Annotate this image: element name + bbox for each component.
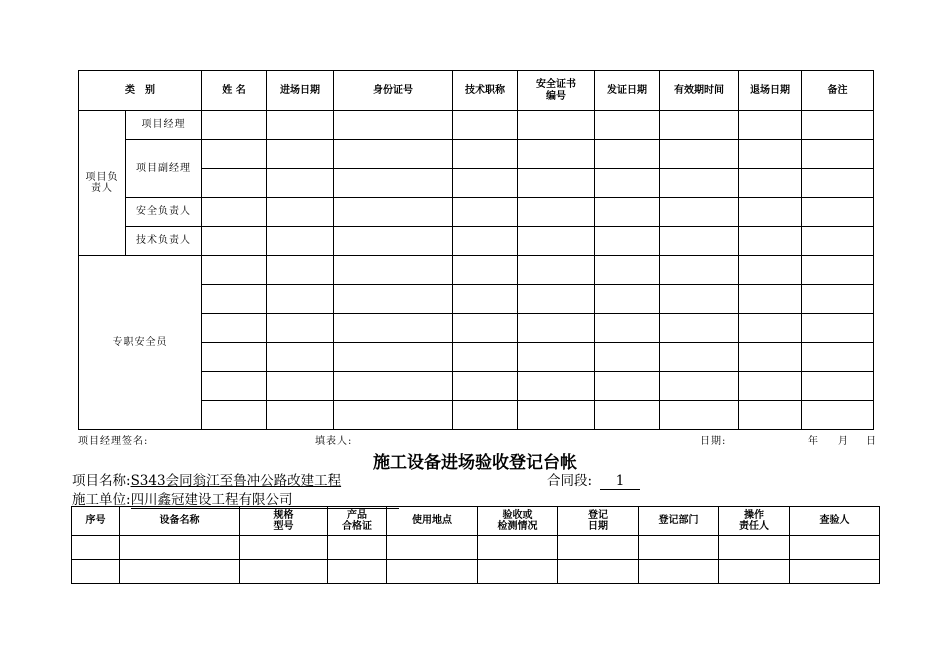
cell: [453, 343, 518, 372]
cell: [802, 140, 874, 169]
cell: [202, 372, 267, 401]
col-header-entry-date: 进场日期: [267, 71, 334, 111]
cell: [595, 314, 660, 343]
table-row: [79, 140, 874, 169]
cell: [453, 169, 518, 198]
cell: [267, 198, 334, 227]
table-row: [72, 560, 880, 584]
personnel-register-table: [78, 70, 874, 430]
table-row: [79, 198, 874, 227]
cell: [334, 372, 453, 401]
cell: [802, 198, 874, 227]
cell: [660, 285, 739, 314]
cell: [334, 198, 453, 227]
cell: [790, 536, 880, 560]
cell: [453, 256, 518, 285]
group-label-project-leaders: 项目负 责人: [79, 111, 126, 256]
cell: [267, 372, 334, 401]
project-name-value: S343会同翁江至鲁冲公路改建工程: [130, 473, 342, 489]
cell: [72, 560, 120, 584]
cell: [202, 285, 267, 314]
cell: [802, 401, 874, 430]
table-row: [79, 227, 874, 256]
cell: [518, 111, 595, 140]
cell: [739, 140, 802, 169]
cell: [739, 256, 802, 285]
col-header-department: 登记部门: [639, 507, 719, 536]
cell: [453, 372, 518, 401]
cell: [595, 169, 660, 198]
cell: [660, 314, 739, 343]
table-row: [72, 536, 880, 560]
cell: [660, 140, 739, 169]
role-technical-lead: 技术负责人: [126, 227, 202, 256]
cell: [267, 256, 334, 285]
cell: [660, 343, 739, 372]
cell: [202, 256, 267, 285]
header-row: [72, 507, 880, 536]
cell: [518, 227, 595, 256]
cell: [202, 169, 267, 198]
cell: [518, 198, 595, 227]
cell: [660, 256, 739, 285]
cell: [267, 227, 334, 256]
col-header-safety-cert: 安全证书 编号: [518, 71, 595, 111]
cell: [739, 227, 802, 256]
cell: [518, 372, 595, 401]
cell: [660, 111, 739, 140]
cell: [639, 560, 719, 584]
cell: [453, 111, 518, 140]
col-header-id-number: 身份证号: [334, 71, 453, 111]
unit-label: 施工单位:: [72, 492, 131, 508]
cell: [453, 198, 518, 227]
contract-label: 合同段:: [547, 473, 593, 489]
cell: [739, 169, 802, 198]
col-header-valid-period: 有效期时间: [660, 71, 739, 111]
contract-value: 1: [600, 473, 640, 490]
col-header-inspection: 验收或 检测情况: [478, 507, 558, 536]
cell: [328, 560, 387, 584]
cell: [802, 314, 874, 343]
cell: [334, 111, 453, 140]
cell: [334, 401, 453, 430]
cell: [660, 198, 739, 227]
col-header-location: 使用地点: [387, 507, 478, 536]
cell: [518, 401, 595, 430]
cell: [240, 536, 328, 560]
table-row: [79, 256, 874, 285]
page-title: 施工设备进场验收登记台帐: [373, 453, 577, 473]
cell: [202, 343, 267, 372]
cell: [240, 560, 328, 584]
cell: [802, 343, 874, 372]
cell: [267, 401, 334, 430]
manager-signature-label: 项目经理签名:: [78, 436, 149, 447]
cell: [802, 169, 874, 198]
cell: [478, 560, 558, 584]
project-name-line: [72, 469, 341, 489]
cell: [387, 536, 478, 560]
cell: [558, 536, 639, 560]
cell: [518, 285, 595, 314]
cell: [202, 198, 267, 227]
col-header-name: 姓 名: [202, 71, 267, 111]
col-header-serial: 序号: [72, 507, 120, 536]
cell: [202, 314, 267, 343]
cell: [120, 560, 240, 584]
cell: [453, 140, 518, 169]
col-header-operator: 操作 责任人: [719, 507, 790, 536]
cell: [639, 536, 719, 560]
unit-value: 四川鑫冠建设工程有限公司: [131, 488, 399, 509]
cell: [595, 372, 660, 401]
cell: [478, 536, 558, 560]
cell: [202, 140, 267, 169]
cell: [334, 314, 453, 343]
cell: [802, 372, 874, 401]
cell: [387, 560, 478, 584]
day-label: 日: [866, 436, 877, 447]
col-header-issue-date: 发证日期: [595, 71, 660, 111]
col-header-certificate: 产品 合格证: [328, 507, 387, 536]
cell: [660, 401, 739, 430]
cell: [202, 111, 267, 140]
cell: [334, 285, 453, 314]
cell: [595, 140, 660, 169]
cell: [328, 536, 387, 560]
cell: [802, 256, 874, 285]
cell: [72, 536, 120, 560]
cell: [267, 343, 334, 372]
cell: [558, 560, 639, 584]
col-header-exit-date: 退场日期: [739, 71, 802, 111]
cell: [453, 285, 518, 314]
cell: [267, 140, 334, 169]
header-row: [79, 71, 874, 111]
cell: [739, 314, 802, 343]
cell: [518, 314, 595, 343]
cell: [202, 227, 267, 256]
role-safety-lead: 安全负责人: [126, 198, 202, 227]
month-label: 月: [838, 436, 849, 447]
cell: [120, 536, 240, 560]
col-header-remarks: 备注: [802, 71, 874, 111]
col-header-category: 类 别: [79, 71, 202, 111]
cell: [595, 256, 660, 285]
cell: [739, 343, 802, 372]
role-deputy-manager: 项目副经理: [126, 140, 202, 198]
cell: [518, 140, 595, 169]
cell: [739, 285, 802, 314]
cell: [518, 169, 595, 198]
cell: [595, 285, 660, 314]
cell: [719, 560, 790, 584]
col-header-register-date: 登记 日期: [558, 507, 639, 536]
cell: [660, 372, 739, 401]
cell: [334, 227, 453, 256]
equipment-register-table: [71, 506, 880, 584]
cell: [202, 401, 267, 430]
year-label: 年: [808, 436, 819, 447]
cell: [802, 227, 874, 256]
cell: [334, 140, 453, 169]
cell: [739, 372, 802, 401]
project-name-label: 项目名称:: [72, 473, 131, 489]
cell: [453, 227, 518, 256]
col-header-spec-model: 规格 型号: [240, 507, 328, 536]
cell: [267, 169, 334, 198]
cell: [595, 227, 660, 256]
cell: [595, 111, 660, 140]
cell: [595, 401, 660, 430]
col-header-title: 技术职称: [453, 71, 518, 111]
date-label: 日期:: [700, 436, 727, 447]
cell: [334, 256, 453, 285]
group-label-safety-officers: 专职安全员: [79, 256, 202, 430]
cell: [595, 198, 660, 227]
cell: [267, 285, 334, 314]
cell: [739, 198, 802, 227]
role-project-manager: 项目经理: [126, 111, 202, 140]
cell: [267, 314, 334, 343]
contract-line: [547, 469, 640, 490]
cell: [453, 401, 518, 430]
filler-label: 填表人:: [315, 436, 353, 447]
cell: [334, 169, 453, 198]
cell: [267, 111, 334, 140]
cell: [660, 169, 739, 198]
cell: [790, 560, 880, 584]
cell: [660, 227, 739, 256]
cell: [595, 343, 660, 372]
cell: [739, 401, 802, 430]
cell: [518, 256, 595, 285]
cell: [334, 343, 453, 372]
table-row: [79, 111, 874, 140]
cell: [802, 111, 874, 140]
col-header-inspector: 查验人: [790, 507, 880, 536]
cell: [518, 343, 595, 372]
cell: [719, 536, 790, 560]
cell: [453, 314, 518, 343]
cell: [802, 285, 874, 314]
col-header-equipment-name: 设备名称: [120, 507, 240, 536]
cell: [739, 111, 802, 140]
